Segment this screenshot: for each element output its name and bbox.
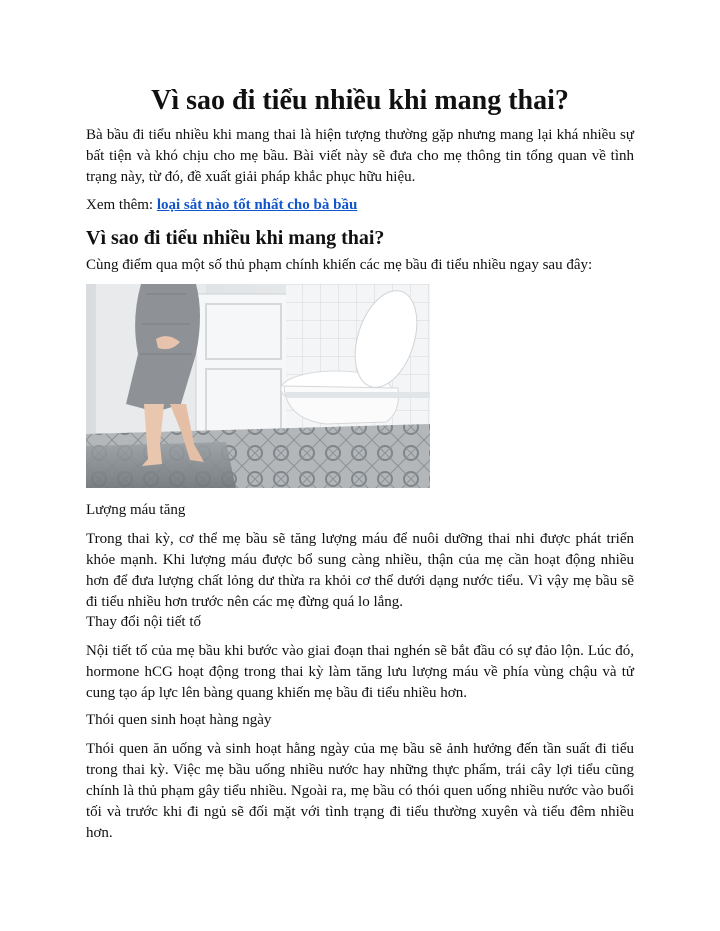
see-also-line [86, 195, 634, 216]
see-also-link[interactable]: loại sắt nào tốt nhất cho bà bầu [156, 197, 358, 213]
item-paragraph: Thói quen ăn uống và sinh hoạt hằng ngày của mẹ bầu sẽ ảnh hưởng đến tần suất đi tiểu trong thai kỳ. Việc mẹ bầu uống nhiều nước hay những thực phẩm, trái cây lợi tiểu cũng chính là thủ phạm gây tiểu nhiều. Ngoài ra, mẹ bầu có thói quen uống nhiều nước vào buổi tối và trước khi đi ngủ sẽ đối mặt với tình trạng đi tiểu thường xuyên và tiểu đêm nhiều hơn. [86, 741, 634, 841]
item-paragraph: Trong thai kỳ, cơ thể mẹ bầu sẽ tăng lượng máu để nuôi dưỡng thai nhi được phát triển khỏe mạnh. Khi lượng máu được bổ sung càng nhiều, thận của mẹ cần hoạt động nhiều hơn để đưa lượng chất lỏng dư thừa ra khỏi cơ thể dưới dạng nước tiểu. Vì vậy mẹ bầu sẽ đi tiểu nhiều hơn trước nên các mẹ đừng quá lo lắng. [86, 531, 634, 610]
section-intro: Cùng điểm qua một số thủ phạm chính khiến các mẹ bầu đi tiểu nhiều ngay sau đây: [86, 257, 593, 273]
section-heading: Vì sao đi tiểu nhiều khi mang thai? [86, 227, 385, 249]
item-subtitle: Thói quen sinh hoạt hàng ngày [86, 712, 272, 728]
item-paragraph: Nội tiết tố của mẹ bầu khi bước vào giai đoạn thai nghén sẽ bắt đầu có sự đảo lộn. Lúc đó, hormone hCG hoạt động trong thai kỳ làm tăng lưu lượng máu về phía vùng chậu và tử cung tạo áp lực lên bàng quang khiến mẹ bầu đi tiểu nhiều hơn. [86, 643, 634, 701]
see-also-prefix: Xem thêm: [86, 197, 157, 213]
item-subtitle: Lượng máu tăng [86, 502, 186, 518]
item-subtitle: Thay đổi nội tiết tố [86, 614, 201, 630]
intro-paragraph: Bà bầu đi tiểu nhiều khi mang thai là hiện tượng thường gặp nhưng mang lại khá nhiều sự bất tiện và khó chịu cho mẹ bầu. Bài viết này sẽ đưa cho mẹ thông tin tổng quan về tình trạng này, từ đó, đề xuất giải pháp khắc phục hữu hiệu. [86, 127, 634, 185]
photo-woman-bathroom-toilet-icon [86, 284, 430, 488]
bathroom-photo [86, 284, 430, 488]
page-title: Vì sao đi tiểu nhiều khi mang thai? [151, 85, 569, 116]
